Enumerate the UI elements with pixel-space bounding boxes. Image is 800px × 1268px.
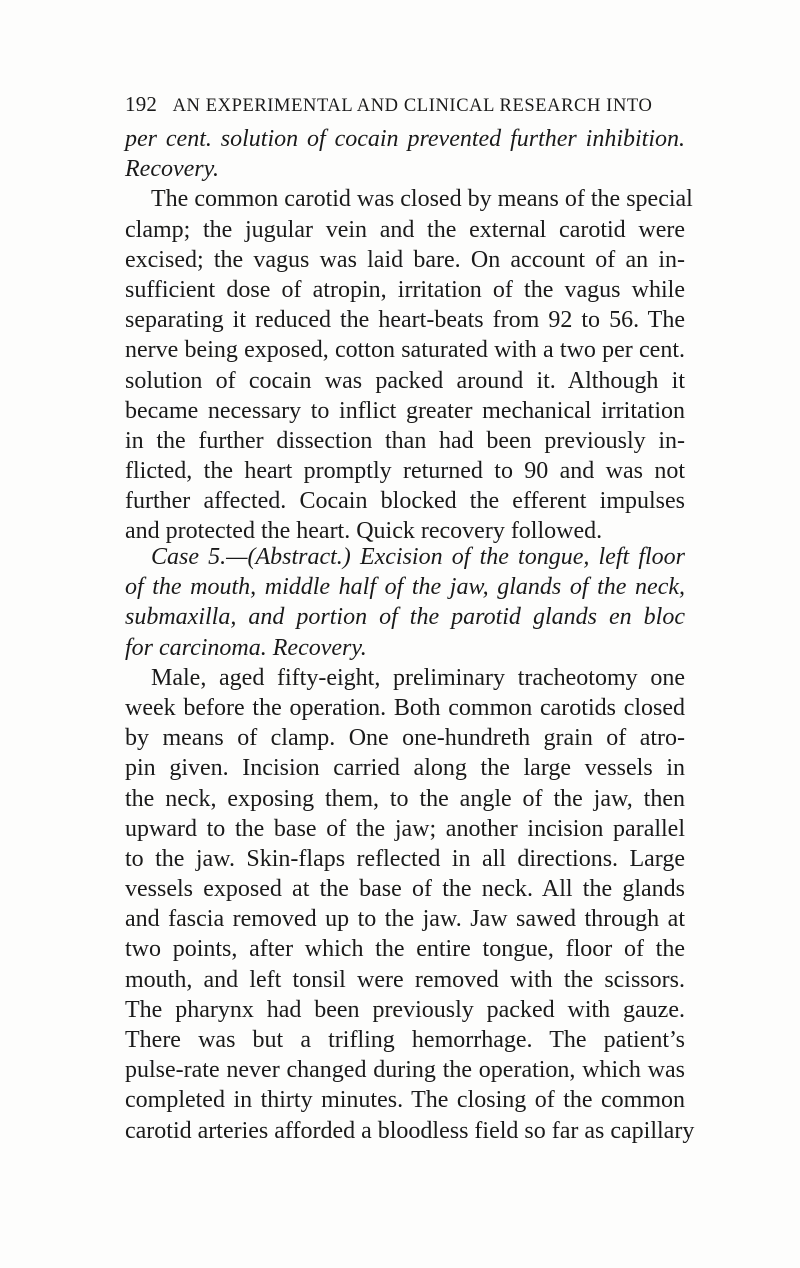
paragraph-case-5 <box>125 542 695 1146</box>
text-line: mouth, and left tonsil were removed with the scissors. <box>125 966 685 993</box>
text-line: solution of cocain was packed around it. Although it <box>125 367 685 394</box>
running-header <box>125 92 685 117</box>
text-line: Recovery. <box>125 156 219 183</box>
text-line: carotid arteries afforded a bloodless field so far as capillary <box>125 1117 695 1144</box>
text-line: flicted, the heart promptly returned to 90 and was not <box>125 458 685 485</box>
case-heading-line: Case 5.—(Abstract.) Excision of the tongue, left floor <box>151 544 685 570</box>
page-number: 192 <box>125 92 158 116</box>
text-line: vessels exposed at the base of the neck. All the glands <box>125 876 685 903</box>
text-line: per cent. solution of cocain prevented further inhibition. <box>125 126 685 152</box>
text-line: and protected the heart. Quick recovery followed. <box>125 518 603 545</box>
text-line: clamp; the jugular vein and the external carotid were <box>125 216 685 243</box>
paragraph-case-4-continuation <box>125 124 693 547</box>
text-line: further affected. Cocain blocked the efferent impulses <box>125 488 685 515</box>
text-line: week before the operation. Both common carotids closed <box>125 694 685 721</box>
text-line: sufficient dose of atropin, irritation of the vagus while <box>125 276 685 303</box>
text-line: to the jaw. Skin-flaps reflected in all directions. Large <box>125 845 685 872</box>
text-line: The pharynx had been previously packed with gauze. <box>125 996 685 1023</box>
text-line: and fascia removed up to the jaw. Jaw sawed through at <box>125 906 685 933</box>
text-line: nerve being exposed, cotton saturated with a two per cent. <box>125 337 685 364</box>
text-line: separating it reduced the heart-beats from 92 to 56. The <box>125 307 685 334</box>
text-line: There was but a trifling hemorrhage. The patient’s <box>125 1027 685 1053</box>
text-line: pulse-rate never changed during the operation, which was <box>125 1057 685 1084</box>
text-line: in the further dissection than had been previously in- <box>125 427 685 454</box>
text-line: upward to the base of the jaw; another incision parallel <box>125 815 685 842</box>
text-line: The common carotid was closed by means of the special <box>151 186 693 213</box>
text-line: the neck, exposing them, to the angle of the jaw, then <box>125 785 685 812</box>
text-line: excised; the vagus was laid bare. On account of an in- <box>125 246 685 273</box>
text-line: pin given. Incision carried along the large vessels in <box>125 755 685 782</box>
running-title: AN EXPERIMENTAL AND CLINICAL RESEARCH INTO <box>172 96 653 116</box>
text-line: Male, aged fifty-eight, preliminary tracheotomy one <box>151 664 685 691</box>
case-heading-line: for carcinoma. Recovery. <box>125 634 367 661</box>
case-heading-line: submaxilla, and portion of the parotid glands en bloc <box>125 604 685 631</box>
text-line: by means of clamp. One one-hundreth grain of atro- <box>125 725 685 752</box>
text-line: completed in thirty minutes. The closing of the common <box>125 1087 685 1114</box>
text-line: became necessary to inflict greater mechanical irritation <box>125 397 685 424</box>
text-line: two points, after which the entire tongue, floor of the <box>125 936 685 963</box>
case-heading-line: of the mouth, middle half of the jaw, glands of the neck, <box>125 574 685 601</box>
